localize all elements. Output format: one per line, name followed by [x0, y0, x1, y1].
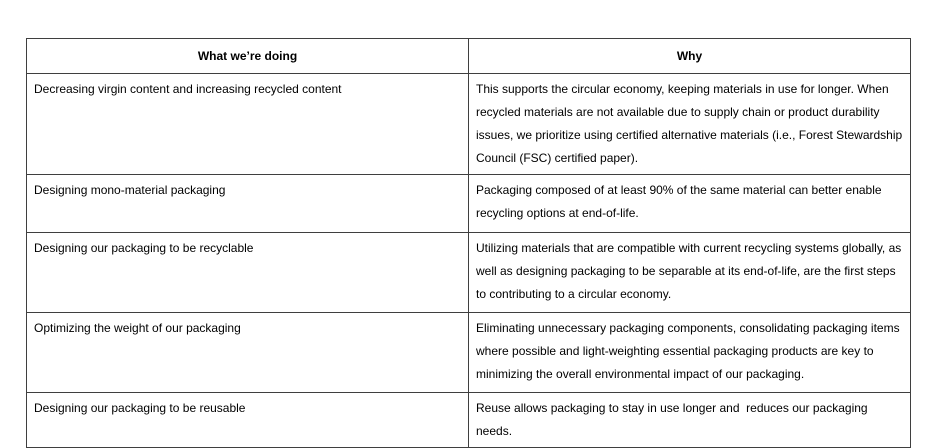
what-cell: Designing mono-material packaging	[27, 175, 469, 233]
column-header-why: Why	[469, 39, 911, 74]
why-cell: Eliminating unnecessary packaging components, consolidating packaging items where possible and light-weighting essential packaging products are key to minimizing the overall environmental impact of our packaging.	[469, 313, 911, 393]
table-row	[27, 313, 911, 393]
why-cell: Utilizing materials that are compatible with current recycling systems globally, as well as designing packaging to be separable at its end-of-life, are the first steps to contributing to a circular economy.	[469, 233, 911, 313]
what-cell: Optimizing the weight of our packaging	[27, 313, 469, 393]
why-cell: Reuse allows packaging to stay in use longer and reduces our packaging needs.	[469, 393, 911, 448]
table-row	[27, 233, 911, 313]
table-row	[27, 175, 911, 233]
packaging-initiatives-table	[26, 38, 911, 448]
table-row	[27, 74, 911, 175]
column-header-what: What we’re doing	[27, 39, 469, 74]
why-cell: This supports the circular economy, keeping materials in use for longer. When recycled materials are not available due to supply chain or product durability issues, we prioritize using certified alternative materials (i.e., Forest Stewardship Council (FSC) certified paper).	[469, 74, 911, 175]
why-cell: Packaging composed of at least 90% of the same material can better enable recycling options at end-of-life.	[469, 175, 911, 233]
header-row	[27, 39, 911, 74]
what-cell: Designing our packaging to be reusable	[27, 393, 469, 448]
what-cell: Designing our packaging to be recyclable	[27, 233, 469, 313]
what-cell: Decreasing virgin content and increasing recycled content	[27, 74, 469, 175]
table-row	[27, 393, 911, 448]
